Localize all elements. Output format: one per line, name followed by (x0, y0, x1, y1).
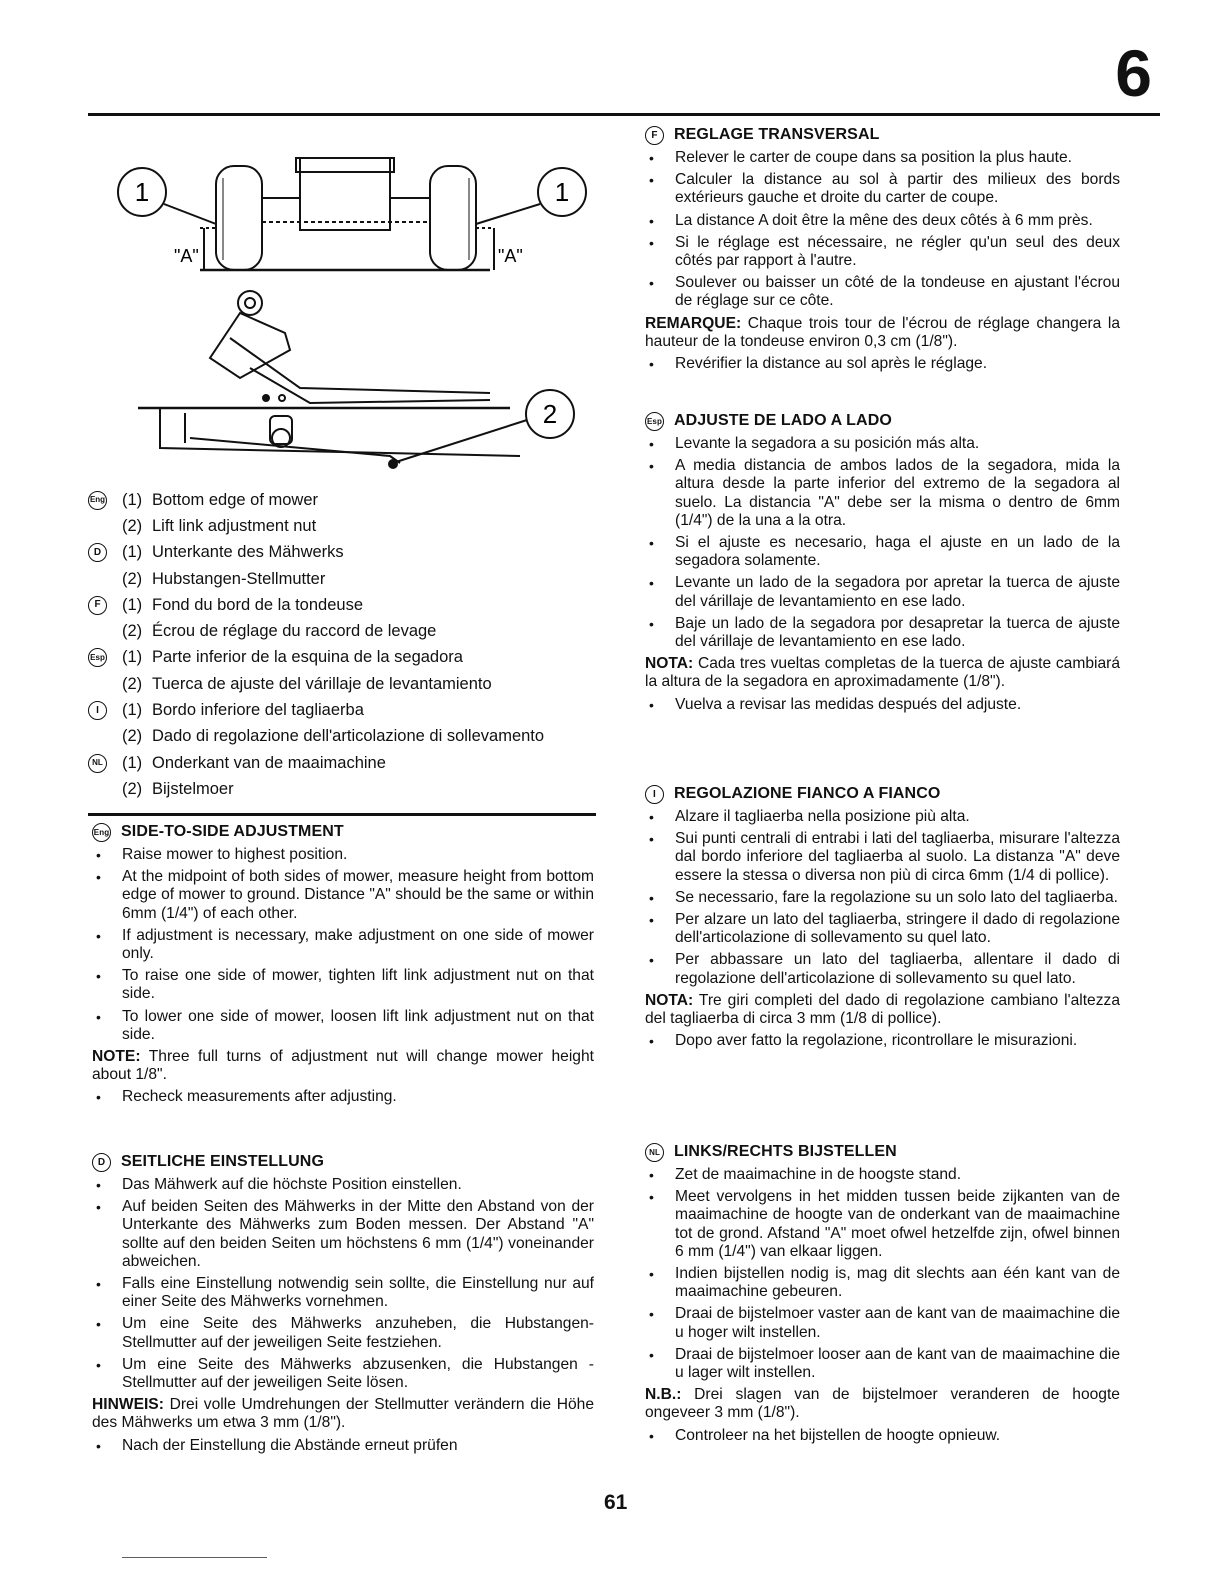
legend-group-de: D (1) Unterkante des Mähwerks (2) Hubstangen-Stellmutter (88, 540, 608, 593)
footer-rule (122, 1557, 267, 1558)
mower-diagram (90, 138, 600, 488)
section-german (92, 1153, 594, 1459)
dimension-a-right: "A" (498, 246, 523, 266)
figure-legend (88, 487, 608, 803)
german-flag-icon: D (88, 543, 107, 562)
note: REMARQUE: Chaque trois tour de l'écrou de réglage changera la hauteur de la tondeuse environ 0,3 cm (1/8"). (645, 314, 1120, 350)
legend-item: Écrou de réglage du raccord de levage (152, 622, 437, 641)
list-item: • Draai de bijstelmoer vaster aan de kant van de maaimachine die u hoger wilt instellen. (645, 1305, 1120, 1341)
list-item: • To lower one side of mower, loosen lift link adjustment nut on that side. (92, 1008, 594, 1044)
list-item: • Baje un lado de la segadora por desapretar la tuerca de ajuste del várillaje de levantamiento en ese lado. (645, 615, 1120, 651)
note: HINWEIS: Drei volle Umdrehungen der Stellmutter verändern die Höhe des Mähwerks um etwa 3 mm (1/8"). (92, 1396, 594, 1432)
list-item: • Auf beiden Seiten des Mähwerks in der Mitte den Abstand von der Unterkante des Mähwerks zum Boden messen. Der Abstand "A" sollte auf den beiden Seiten um höchstens 6 mm (1/4") voneinander abweichen. (92, 1198, 594, 1271)
list-item: • Dopo aver fatto la regolazione, ricontrollare le misurazioni. (645, 1032, 1120, 1050)
legend-group-nl: NL (1) Onderkant van de maaimachine (2) Bijstelmoer (88, 750, 608, 803)
list-item: • La distance A doit être la mêne des deux côtés à 6 mm près. (645, 212, 1120, 230)
note: NOTA: Tre giri completi del dado di regolazione cambiano l'altezza del tagliaerba di circa 3 mm (1/8 di pollice). (645, 991, 1120, 1028)
legend-item: Lift link adjustment nut (152, 516, 317, 535)
note: N.B.: Drei slagen van de bijstelmoer veranderen de hoogte ongeveer 3 mm (1/8"). (645, 1386, 1120, 1422)
list-item: • Se necessario, fare la regolazione su un solo lato del tagliaerba. (645, 889, 1120, 907)
section-french (645, 126, 1120, 377)
tractor-body (300, 158, 390, 230)
legend-item: Tuerca de ajuste del várillaje de levantamiento (152, 674, 492, 693)
list-item: • Nach der Einstellung die Abstände erneut prüfen (92, 1437, 594, 1455)
list-item: • Levante la segadora a su posición más alta. (645, 435, 1120, 453)
italian-flag-icon: I (88, 701, 107, 720)
instruction-list (645, 149, 1120, 311)
legend-item: Bottom edge of mower (152, 490, 318, 509)
legend-item: Parte inferior de la esquina de la segadora (152, 648, 463, 667)
pivot-bolt (238, 291, 262, 315)
legend-group-en: Eng (1) Bottom edge of mower (2) Lift link adjustment nut (89, 490, 318, 535)
legend-item: Hubstangen-Stellmutter (152, 569, 326, 588)
list-item: • Levante un lado de la segadora por apretar la tuerca de ajuste del várillaje de levantamiento en ese lado. (645, 574, 1120, 610)
list-item: • A media distancia de ambos lados de la segadora, mida la altura desde la parte inferior del extremo de la segadora al suelo. La distancia "A" debe ser la misma o dentro de 6mm (1/4") de la una a la otra. (645, 457, 1120, 530)
callout-1-right-label: 1 (554, 177, 570, 207)
mower-adjustment-illustration (90, 138, 600, 488)
list-item: • Si le réglage est nécessaire, ne régler qu'un seul des deux côtés par rapport à l'autre. (645, 234, 1120, 270)
french-flag-icon: F (645, 126, 664, 145)
german-flag-icon: D (92, 1153, 111, 1172)
instruction-list (92, 846, 594, 1044)
page-number: 61 (604, 1491, 628, 1514)
list-item: • Recheck measurements after adjusting. (92, 1088, 594, 1106)
italian-flag-icon: I (645, 785, 664, 804)
legend-item: Dado di regolazione dell'articolazione di sollevamento (152, 727, 545, 746)
list-item: • Falls eine Einstellung notwendig sein sollte, die Einstellung nur auf einer Seite des Mähwerks vornehmen. (92, 1275, 594, 1311)
list-item: • Relever le carter de coupe dans sa position la plus haute. (645, 149, 1120, 167)
note: NOTA: Cada tres vueltas completas de la tuerca de ajuste cambiará la altura de la segadora en aproximadamente (1/8"). (645, 655, 1120, 691)
section-dutch (645, 1143, 1120, 1449)
section-english (92, 823, 594, 1111)
list-item: • Si el ajuste es necesario, haga el ajuste en un lado de la segadora solamente. (645, 534, 1120, 570)
english-flag-icon: Eng (92, 823, 111, 842)
list-item: • To raise one side of mower, tighten lift link adjustment nut on that side. (92, 967, 594, 1003)
spanish-flag-icon: Esp (88, 648, 107, 667)
dutch-flag-icon: NL (645, 1143, 664, 1162)
legend-group-it: I (1) Bordo inferiore del tagliaerba (2) Dado di regolazione dell'articolazione di sollevamento (88, 697, 608, 750)
section-heading: D SEITLICHE EINSTELLUNG (92, 1153, 594, 1172)
instruction-list (645, 808, 1120, 988)
section-heading: F REGLAGE TRANSVERSAL (645, 126, 1120, 145)
spanish-flag-icon: Esp (645, 412, 664, 431)
list-item: • Zet de maaimachine in de hoogste stand. (645, 1166, 1120, 1184)
list-item: • Meet vervolgens in het midden tussen beide zijkanten van de maaimachine de hoogte van de onderkant van de maaimachine tot de grond. Afstand "A" moet ofwel hetzelfde zijn, ofwel binnen 6 mm (1/4") van elkaar liggen. (645, 1188, 1120, 1261)
list-item: • Revérifier la distance au sol après le réglage. (645, 355, 1120, 373)
note: NOTE: Three full turns of adjustment nut will change mower height about 1/8". (92, 1048, 594, 1084)
legend-group-es: Esp (1) Parte inferior de la esquina de la segadora (2) Tuerca de ajuste del várillaje de levantamiento (88, 645, 608, 698)
legend-item: Fond du bord de la tondeuse (152, 595, 363, 614)
list-item: • Per alzare un lato del tagliaerba, stringere il dado di regolazione dell'articolazione di sollevamento su quel lato. (645, 911, 1120, 947)
section-italian (645, 785, 1120, 1054)
list-item: • Sui punti centrali di entrabi i lati del tagliaerba, misurare l'altezza dal bordo inferiore del tagliaerba al suolo. La distanza "A" deve essere la stessa o diversa non più di circa 6mm (1/4 di pollice). (645, 830, 1120, 885)
section-heading: Eng SIDE-TO-SIDE ADJUSTMENT (93, 823, 344, 841)
section-heading: NL LINKS/RECHTS BIJSTELLEN (645, 1143, 1120, 1162)
legend-item: Bijstelmoer (152, 779, 234, 798)
list-item: • Um eine Seite des Mähwerks anzuheben, die Hubstangen-Stellmutter auf der jeweiligen Seite festziehen. (92, 1315, 594, 1351)
french-flag-icon: F (88, 596, 107, 615)
list-item: • Alzare il tagliaerba nella posizione più alta. (645, 808, 1120, 826)
instruction-list (645, 435, 1120, 651)
list-item: • Raise mower to highest position. (92, 846, 594, 864)
section-heading: Esp ADJUSTE DE LADO A LADO (647, 412, 892, 430)
callout-1-left-label: 1 (134, 177, 150, 207)
instruction-list (92, 1176, 594, 1392)
list-item: • Vuelva a revisar las medidas después del adjuste. (645, 696, 1120, 714)
dimension-a-left: "A" (174, 246, 199, 266)
legend-item: Unterkante des Mähwerks (152, 543, 344, 562)
list-item: • If adjustment is necessary, make adjustment on one side of mower only. (92, 927, 594, 963)
list-item: • Calculer la distance au sol à partir des milieux des bords extérieurs gauche et droite du carter de coupe. (645, 171, 1120, 207)
list-item: • Per abbassare un lato del tagliaerba, allentare il dado di regolazione dell'articolazione di sollevamento su quel lato. (645, 951, 1120, 987)
section-heading: I REGOLAZIONE FIANCO A FIANCO (645, 785, 1120, 804)
list-item: • Um eine Seite des Mähwerks abzusenken, die Hubstangen -Stellmutter auf der jeweiligen Seite lösen. (92, 1356, 594, 1392)
list-item: • Controleer na het bijstellen de hoogte opnieuw. (645, 1427, 1120, 1445)
list-item: • Indien bijstellen nodig is, mag dit slechts aan één kant van de maaimachine gebeuren. (645, 1265, 1120, 1301)
legend-divider (88, 813, 596, 816)
legend-group-fr: F (1) Fond du bord de la tondeuse (2) Écrou de réglage du raccord de levage (88, 592, 608, 645)
list-item: • Draai de bijstelmoer looser aan de kant van de maaimachine die u lager wilt instellen. (645, 1346, 1120, 1382)
list-item: • Das Mähwerk auf die höchste Position einstellen. (92, 1176, 594, 1194)
section-spanish (645, 412, 1120, 718)
list-item: • At the midpoint of both sides of mower, measure height from bottom edge of mower to ground. Distance "A" should be the same or within 6mm (1/4") of each other. (92, 868, 594, 923)
list-item: • Soulever ou baisser un côté de la tondeuse en ajustant l'écrou de réglage sur ce côte. (645, 274, 1120, 310)
header-rule (88, 113, 1160, 116)
instruction-list (645, 1166, 1120, 1382)
callout-2-label: 2 (542, 399, 558, 429)
chapter-number: 6 (1115, 36, 1152, 110)
dutch-flag-icon: NL (88, 754, 107, 773)
legend-item: Onderkant van de maaimachine (152, 753, 386, 772)
legend-item: Bordo inferiore del tagliaerba (152, 701, 364, 720)
english-flag-icon: Eng (88, 491, 107, 510)
